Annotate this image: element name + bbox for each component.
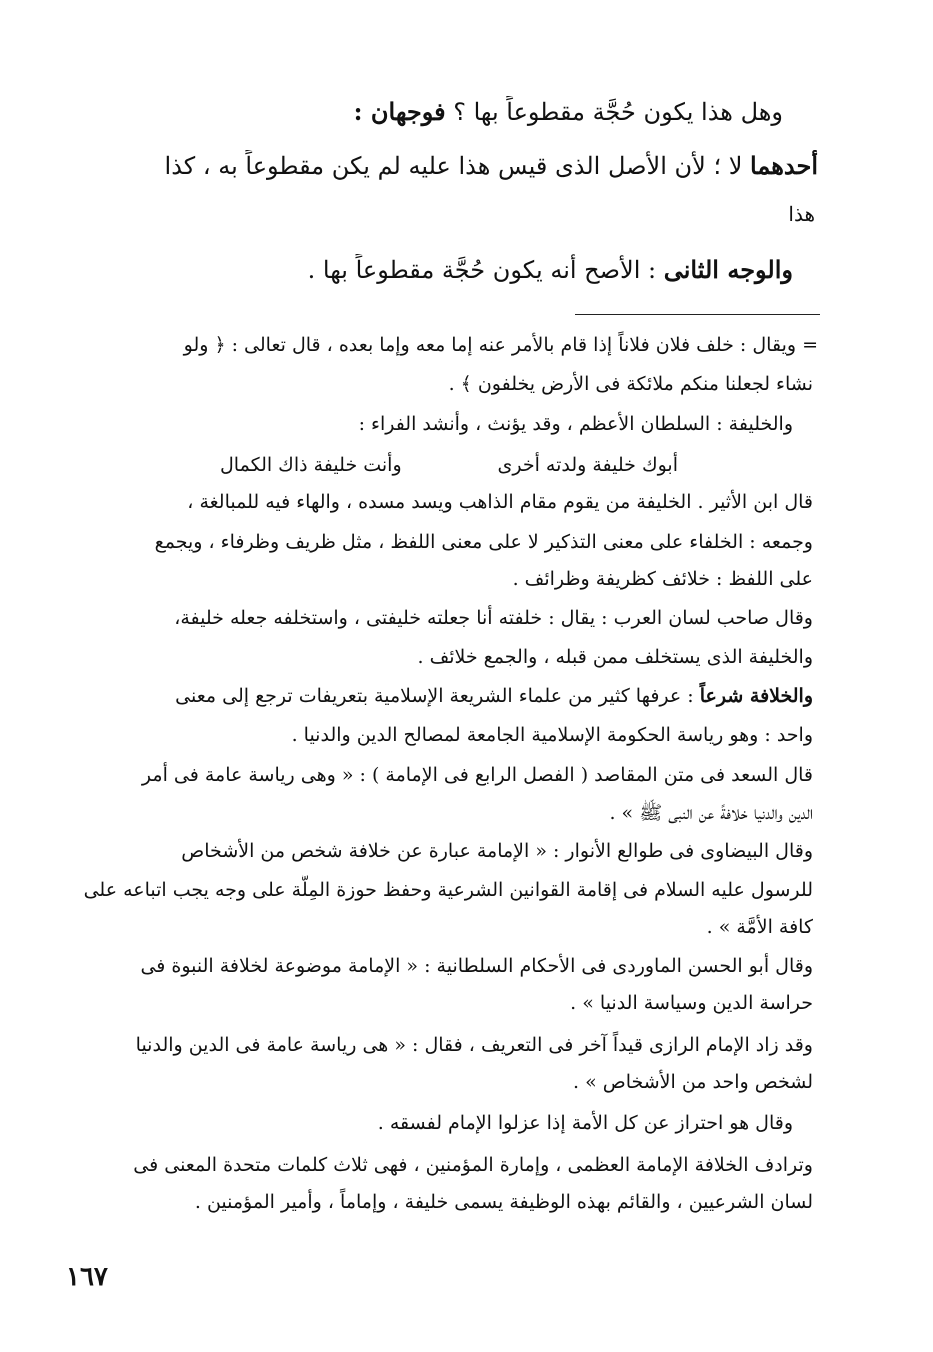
poem-first-hemistich: أبوك خليفة ولدته أخرى [497, 454, 678, 476]
footnote-line-14: وقال البيضاوى فى طوالع الأنوار : « الإمامة عبارة عن خلافة شخص من الأشخاص [181, 840, 813, 862]
main-line-3 [615, 198, 815, 230]
footnote-line-12: قال السعد فى متن المقاصد ( الفصل الرابع فى الإمامة ) : « وهى رياسة عامة فى أمر [141, 764, 813, 786]
first-view-label: أحدهما [750, 151, 818, 180]
footnote-line-8: وقال صاحب لسان العرب : يقال : خلفته أنا جعلته خليفتى ، واستخلفه جعله خليفة، [174, 607, 813, 629]
main-line-2 [58, 150, 818, 182]
footnote-line-6: وجمعه : الخلفاء على معنى التذكير لا على معنى اللفظ ، مثل ظريف وظرفاء ، ويجمع [154, 531, 813, 553]
footnote-line-13: الدين والدنيا خلافةً عن النبى ﷺ » . [609, 802, 813, 824]
footnote-separator [575, 314, 820, 315]
footnote-line-19: وقد زاد الإمام الرازى قيداً آخر فى التعريف ، فقال : « هى رياسة عامة فى الدين والدنيا [135, 1034, 813, 1056]
second-view-label: والوجه الثانى [663, 255, 793, 284]
footnote-line-22: وترادف الخلافة الإمامة العظمى ، وإمارة المؤمنين ، فهى ثلاث كلمات متحدة المعنى فى [133, 1154, 813, 1176]
first-view-continuation: هذا [788, 202, 815, 226]
footnote-line-20: لشخص واحد من الأشخاص » . [572, 1071, 813, 1093]
footnote-line-17: وقال أبو الحسن الماوردى فى الأحكام السلطانية : « الإمامة موضوعة لخلافة النبوة فى [140, 955, 813, 977]
footnote-line-2: نشاء لجعلنا منكم ملائكة فى الأرض يخلفون ﴾ . [448, 373, 813, 395]
footnote-line-10 [53, 681, 813, 711]
main-line-4 [143, 254, 793, 286]
caliphate-definition-text: : عرفها كثير من علماء الشريعة الإسلامية بتعريفات ترجع إلى معنى [175, 685, 700, 707]
main-answer-heading: فوجهان : [353, 97, 446, 126]
footnote-line-3: والخليفة : السلطان الأعظم ، وقد يؤنث ، وأنشد الفراء : [358, 413, 793, 435]
first-view-text: لا ؛ لأن الأصل الذى قيس هذا عليه لم يكن مقطوعاً به ، كذا [164, 152, 751, 180]
footnote-line-9: والخليفة الذى يستخلف ممن قبله ، والجمع خلائف . [417, 646, 813, 668]
poem-second-hemistich: وأنت خليفة ذاك الكمال [220, 454, 402, 476]
page-number: ١٦٧ [66, 1262, 108, 1292]
second-view-text: : الأصح أنه يكون حُجَّة مقطوعاً بها . [307, 256, 664, 284]
footnote-line-7: على اللفظ : خلائف كظريفة وظرائف . [512, 568, 813, 590]
caliphate-definition-label: والخلافة شرعاً [699, 685, 813, 707]
footnote-line-15: للرسول عليه السلام فى إقامة القوانين الشرعية وحفظ حوزة المِلَّة على وجه يجب اتباعه على [83, 879, 813, 901]
main-question: وهل هذا يكون حُجَّة مقطوعاً بها ؟ [445, 98, 783, 126]
footnote-line-11: واحد : وهو رياسة الحكومة الإسلامية الجامعة لمصالح الدين والدنيا . [291, 724, 813, 746]
footnote-line-16: كافة الأمَّة » . [706, 916, 813, 938]
footnote-line-23: لسان الشرعيين ، والقائم بهذه الوظيفة يسمى خليفة ، وإماماً ، وأمير المؤمنين . [194, 1191, 813, 1213]
footnote-line-5: قال ابن الأثير . الخليفة من يقوم مقام الذاهب ويسد مسده ، والهاء فيه للمبالغة ، [187, 491, 813, 513]
footnote-line-1: = ويقال : خلف فلان فلاناً إذا قام بالأمر عنه إما معه وإما بعده ، قال تعالى : ﴿ ولو [183, 334, 818, 356]
footnote-line-21: وقال هو احتراز عن كل الأمة إذا عزلوا الإمام لفسقه . [377, 1112, 793, 1134]
footnote-line-18: حراسة الدين وسياسة الدنيا » . [570, 992, 813, 1014]
main-line-1 [83, 96, 783, 128]
